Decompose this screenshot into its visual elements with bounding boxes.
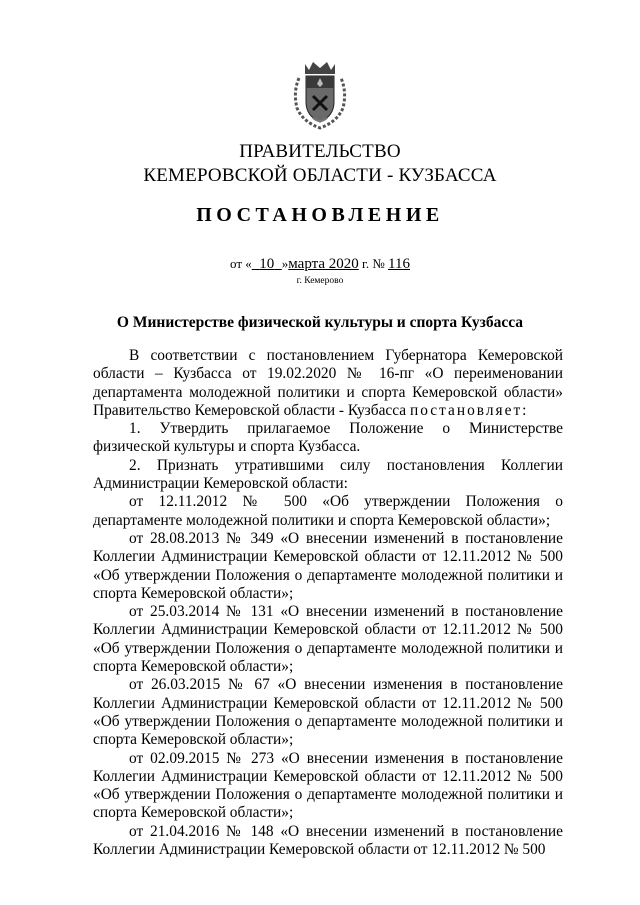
date-prefix: от « [230, 256, 252, 271]
repealed-item: от 12.11.2012 № 500 «Об утверждении Положения о департаменте молодежной политики и спорта Кемеровской области»; [93, 493, 563, 529]
repealed-item: от 26.03.2015 № 67 «О внесении изменения в постановление Коллегии Администрации Кемеровской области от 12.11.2012 № 500 «Об утверждении Положения о департаменте молодежной политики и спорта Кемеровской области»; [93, 676, 563, 749]
repealed-item: от 25.03.2014 № 131 «О внесении изменений в постановление Коллегии Администрации Кемеровской области от 12.11.2012 № 500 «Об утверждении Положения о департаменте молодежной политики и спорта Кемеровской области»; [93, 603, 563, 676]
coat-of-arms-icon [289, 58, 351, 130]
document-body [93, 347, 563, 859]
document-subject: О Министерстве физической культуры и спорта Кузбасса [116, 314, 524, 331]
decree-word: постановляет: [409, 401, 529, 419]
city: г. Кемерово [296, 276, 344, 286]
date-month-year: марта 2020 [288, 256, 359, 272]
date-day: 10 [259, 256, 275, 272]
document-type: ПОСТАНОВЛЕНИЕ [196, 204, 444, 226]
document-number: 116 [388, 256, 410, 272]
number-prefix: № [372, 256, 385, 271]
repealed-item: от 02.09.2015 № 273 «О внесении изменения в постановление Коллегии Администрации Кемеровской области от 12.11.2012 № 500 «Об утверждении Положения о департаменте молодежной политики и спорта Кемеровской области»; [93, 749, 563, 822]
paragraph-item-1: 1. Утвердить прилагаемое Положение о Министерстве физической культуры и спорта Кузбасса. [93, 420, 563, 456]
document-date-line [0, 256, 640, 273]
org-line-2: КЕМЕРОВСКОЙ ОБЛАСТИ - КУЗБАССА [143, 165, 497, 186]
intro-paragraph: В соответствии с постановлением Губернатора Кемеровской области – Кузбасса от 19.02.2020 № 16-пг «О переименовании департамента молодежной политики и спорта Кемеровской области» Правительство Кемеровской области - Кузбасса постановляет: [93, 347, 563, 419]
repealed-item: от 28.08.2013 № 349 «О внесении изменений в постановление Коллегии Администрации Кемеровской области от 12.11.2012 № 500 «Об утверждении Положения о департаменте молодежной политики и спорта Кемеровской области»; [93, 529, 563, 602]
date-year-suffix: г. [362, 256, 370, 271]
paragraph-item-2: 2. Признать утратившими силу постановления Коллегии Администрации Кемеровской области: [93, 456, 563, 493]
org-line-1: ПРАВИТЕЛЬСТВО [239, 141, 401, 162]
date-quote-close: » [281, 256, 289, 271]
repealed-item: от 21.04.2016 № 148 «О внесении изменений в постановление Коллегии Администрации Кемеровской области от 12.11.2012 № 500 [93, 822, 563, 859]
